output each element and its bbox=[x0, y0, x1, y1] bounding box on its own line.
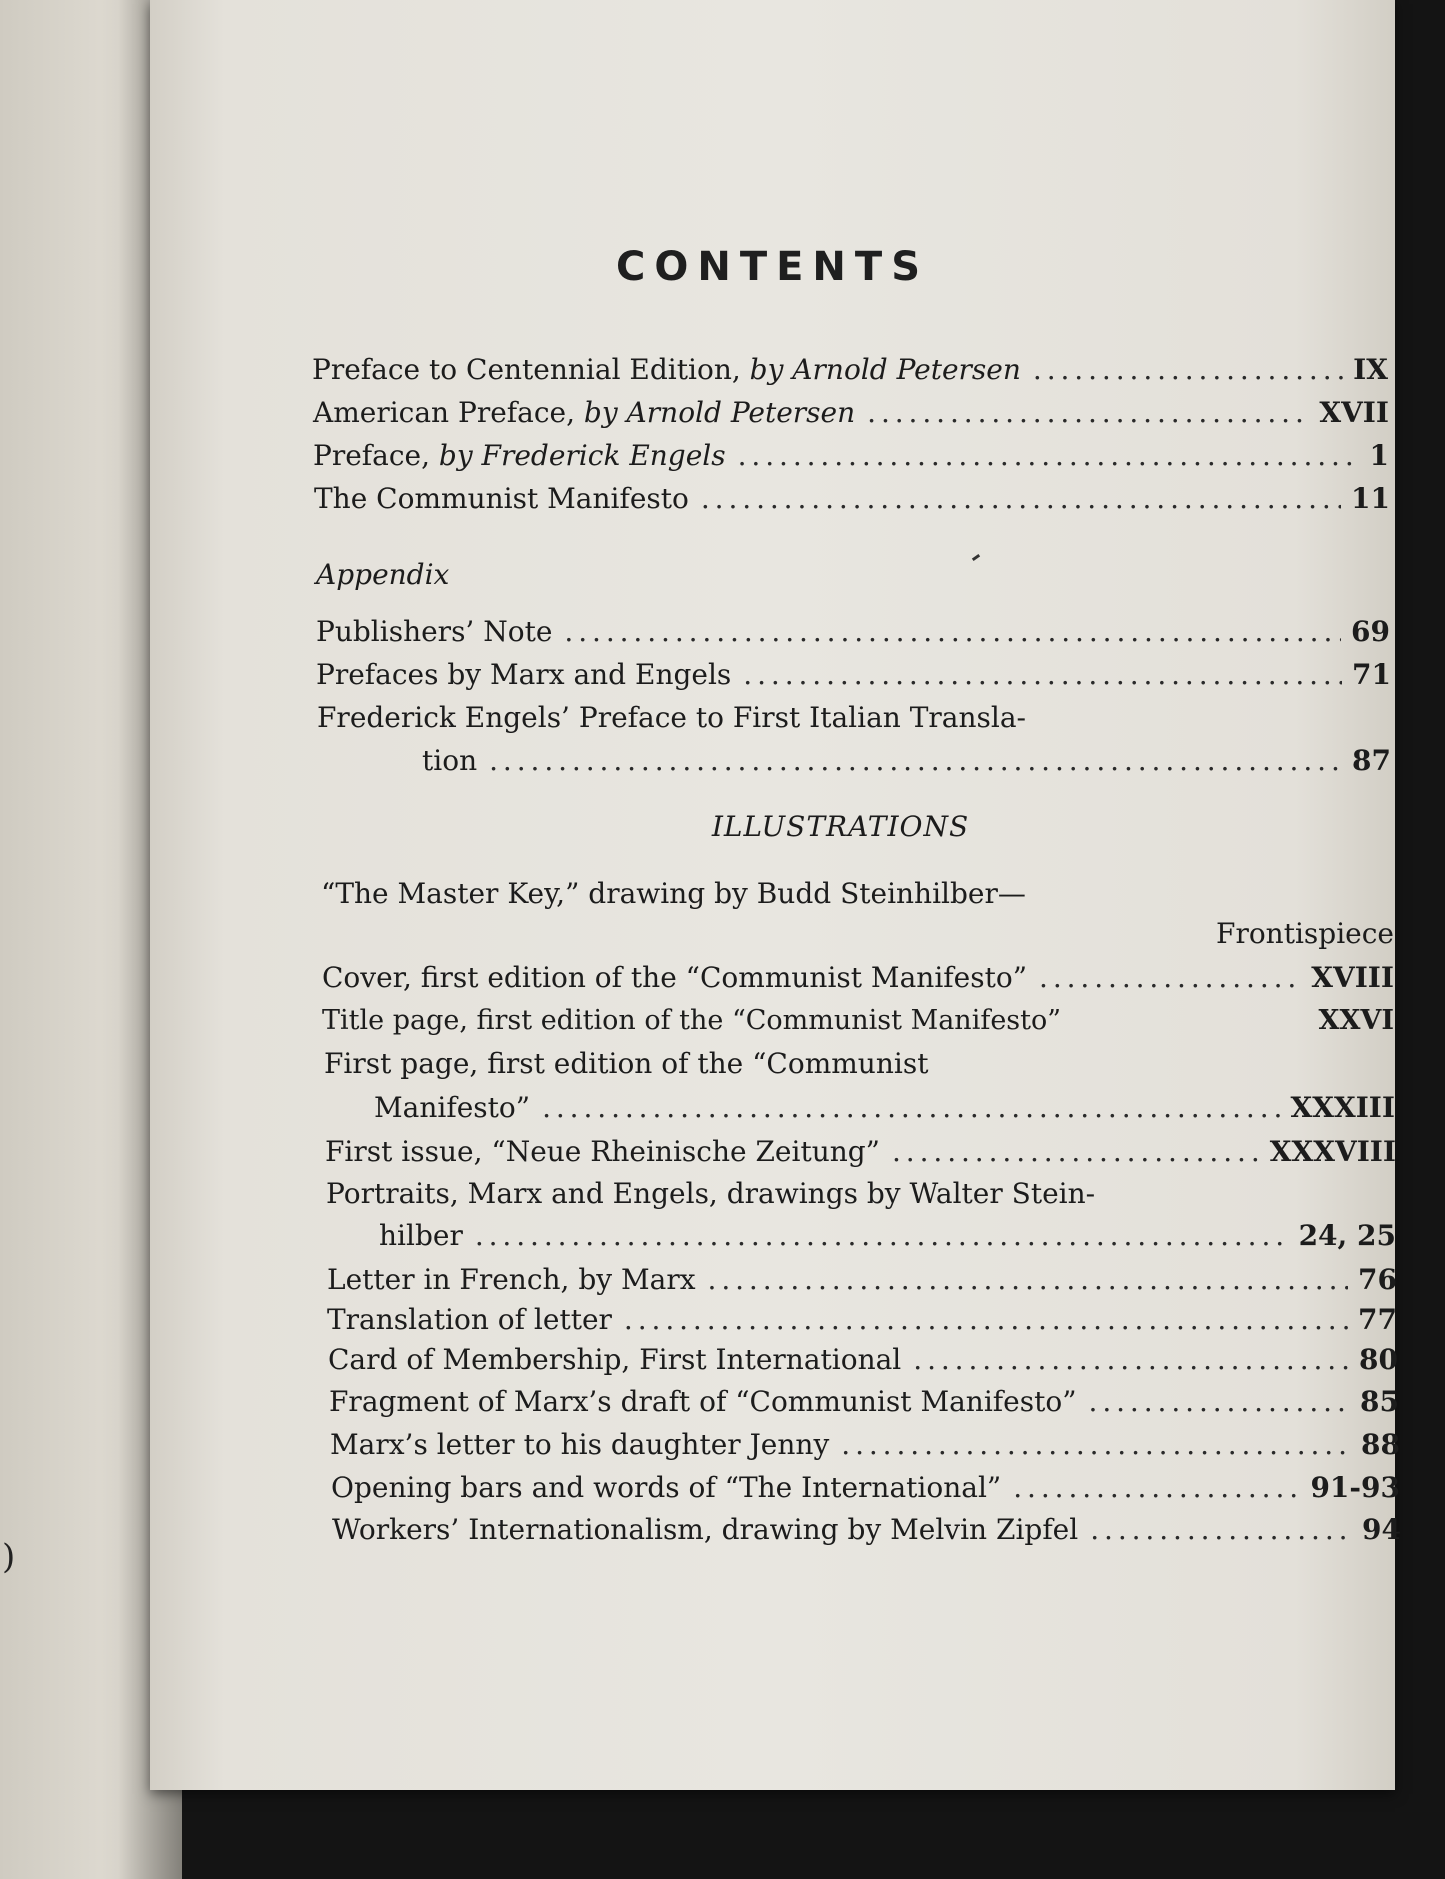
toc-page-number: 1 bbox=[1369, 439, 1389, 472]
dot-leader bbox=[708, 1260, 1349, 1300]
dot-leader bbox=[1089, 1382, 1351, 1422]
toc-entry-author: by Arnold Petersen bbox=[583, 396, 856, 429]
toc-entry-title: First issue, “Neue Rheinische Zeitung” bbox=[325, 1135, 880, 1168]
toc-page-number: 87 bbox=[1352, 744, 1391, 777]
toc-entry-title: Preface to Centennial Edition, bbox=[312, 353, 750, 386]
toc-entry-title: Letter in French, by Marx bbox=[327, 1263, 696, 1296]
toc-page-number: XXVI bbox=[1318, 1005, 1394, 1036]
toc-entry-title: Translation of letter bbox=[327, 1303, 612, 1336]
toc-entry-title: Publishers’ Note bbox=[316, 615, 553, 648]
dot-leader bbox=[1033, 350, 1343, 390]
toc-entry-title: Workers’ Internationalism, drawing by Melvin Zipfel bbox=[332, 1513, 1079, 1546]
appendix-entry-italian-preface: Frederick Engels’ Preface to First Italian Transla- bbox=[317, 701, 1026, 734]
toc-page-number: XVIII bbox=[1311, 961, 1394, 994]
page-title: CONTENTS bbox=[615, 244, 929, 290]
toc-page-number: IX bbox=[1353, 353, 1388, 386]
toc-entry-title: Marx’s letter to his daughter Jenny bbox=[330, 1428, 830, 1461]
illustration-entry-first-page: First page, first edition of the “Communist bbox=[324, 1047, 929, 1080]
toc-page-number: 69 bbox=[1351, 615, 1390, 648]
appendix-entry-italian-preface-continued bbox=[422, 741, 1391, 781]
left-page-mark: ) bbox=[2, 1537, 16, 1577]
illustration-entry-portraits-continued bbox=[379, 1216, 1396, 1256]
toc-page-number: 77 bbox=[1358, 1303, 1397, 1336]
dot-leader bbox=[841, 1425, 1351, 1465]
dot-leader bbox=[1013, 1468, 1300, 1508]
toc-page-number: 11 bbox=[1351, 482, 1390, 515]
toc-entry-title: The Communist Manifesto bbox=[314, 482, 689, 515]
illustration-entry-workers-internationalism bbox=[332, 1510, 1401, 1550]
toc-entry-american-preface bbox=[313, 393, 1389, 433]
dot-leader bbox=[489, 741, 1342, 781]
illustration-entry-master-key: “The Master Key,” drawing by Budd Steinhilber— bbox=[321, 877, 1026, 910]
toc-entry-title: tion bbox=[422, 744, 478, 777]
dot-leader bbox=[867, 393, 1309, 433]
dot-leader bbox=[475, 1216, 1289, 1256]
appendix-entry-publishers-note bbox=[316, 612, 1390, 652]
illustration-entry-membership-card bbox=[328, 1340, 1398, 1380]
toc-entry-title: Prefaces by Marx and Engels bbox=[316, 658, 732, 691]
toc-page-number: XXXVIII bbox=[1269, 1135, 1396, 1168]
illustration-entry-portraits: Portraits, Marx and Engels, drawings by Walter Stein- bbox=[326, 1177, 1096, 1210]
appendix-entry-prefaces bbox=[316, 655, 1391, 695]
dot-leader bbox=[624, 1300, 1348, 1340]
appendix-heading: Appendix bbox=[316, 558, 450, 591]
illustration-entry-cover bbox=[322, 958, 1394, 998]
illustration-entry-draft-fragment bbox=[329, 1382, 1399, 1422]
contents-page bbox=[150, 0, 1401, 1790]
toc-page-number: 88 bbox=[1361, 1428, 1400, 1461]
toc-page-number: 80 bbox=[1359, 1343, 1398, 1376]
dot-leader bbox=[701, 479, 1341, 519]
toc-page-number: 91-93 bbox=[1310, 1471, 1400, 1504]
toc-entry-title: Preface, bbox=[313, 439, 439, 472]
toc-entry-title: Opening bars and words of “The International” bbox=[331, 1471, 1002, 1504]
toc-entry-title: Fragment of Marx’s draft of “Communist Manifesto” bbox=[329, 1385, 1077, 1418]
dot-leader bbox=[738, 436, 1360, 476]
dot-leader bbox=[913, 1340, 1349, 1380]
illustration-entry-neue-rheinische bbox=[325, 1132, 1396, 1172]
toc-page-number: XXXIII bbox=[1290, 1091, 1395, 1124]
illustration-entry-letter-french bbox=[327, 1260, 1397, 1300]
toc-entry-communist-manifesto bbox=[314, 479, 1390, 519]
toc-page-number: XVII bbox=[1319, 396, 1389, 429]
dot-leader bbox=[1039, 958, 1301, 998]
toc-page-number: 85 bbox=[1360, 1385, 1399, 1418]
dot-leader bbox=[892, 1132, 1260, 1172]
dot-leader bbox=[743, 655, 1342, 695]
toc-entry-title: Manifesto” bbox=[374, 1091, 531, 1124]
toc-page-number: 24, 25 bbox=[1298, 1219, 1396, 1252]
illustration-entry-master-key-continued: Frontispiece bbox=[1216, 917, 1394, 950]
illustration-entry-letter-jenny bbox=[330, 1425, 1400, 1465]
dot-leader bbox=[1090, 1510, 1352, 1550]
toc-page-number: 94 bbox=[1362, 1513, 1401, 1546]
illustration-entry-first-page-continued bbox=[374, 1088, 1395, 1128]
illustration-entry-translation bbox=[327, 1300, 1397, 1340]
illustration-entry-title-page bbox=[322, 1001, 1394, 1041]
toc-entry-engels-preface bbox=[313, 436, 1389, 476]
toc-entry-title: hilber bbox=[379, 1219, 463, 1252]
toc-entry-title: Card of Membership, First International bbox=[328, 1343, 902, 1376]
toc-entry-title: American Preface, bbox=[313, 396, 584, 429]
toc-page-number: 71 bbox=[1352, 658, 1391, 691]
dot-leader bbox=[542, 1088, 1280, 1128]
illustrations-heading: ILLUSTRATIONS bbox=[711, 810, 970, 843]
dot-leader bbox=[564, 612, 1341, 652]
toc-page-number: 76 bbox=[1358, 1263, 1397, 1296]
ink-speck bbox=[972, 554, 980, 561]
toc-entry-author: by Frederick Engels bbox=[438, 439, 726, 472]
toc-entry-centennial-preface bbox=[312, 350, 1388, 390]
toc-entry-author: by Arnold Petersen bbox=[749, 353, 1021, 386]
illustration-entry-international bbox=[331, 1468, 1400, 1508]
toc-entry-title: Title page, first edition of the “Communist Manifesto” bbox=[322, 1005, 1062, 1036]
toc-entry-title: Cover, first edition of the “Communist Manifesto” bbox=[322, 961, 1028, 994]
